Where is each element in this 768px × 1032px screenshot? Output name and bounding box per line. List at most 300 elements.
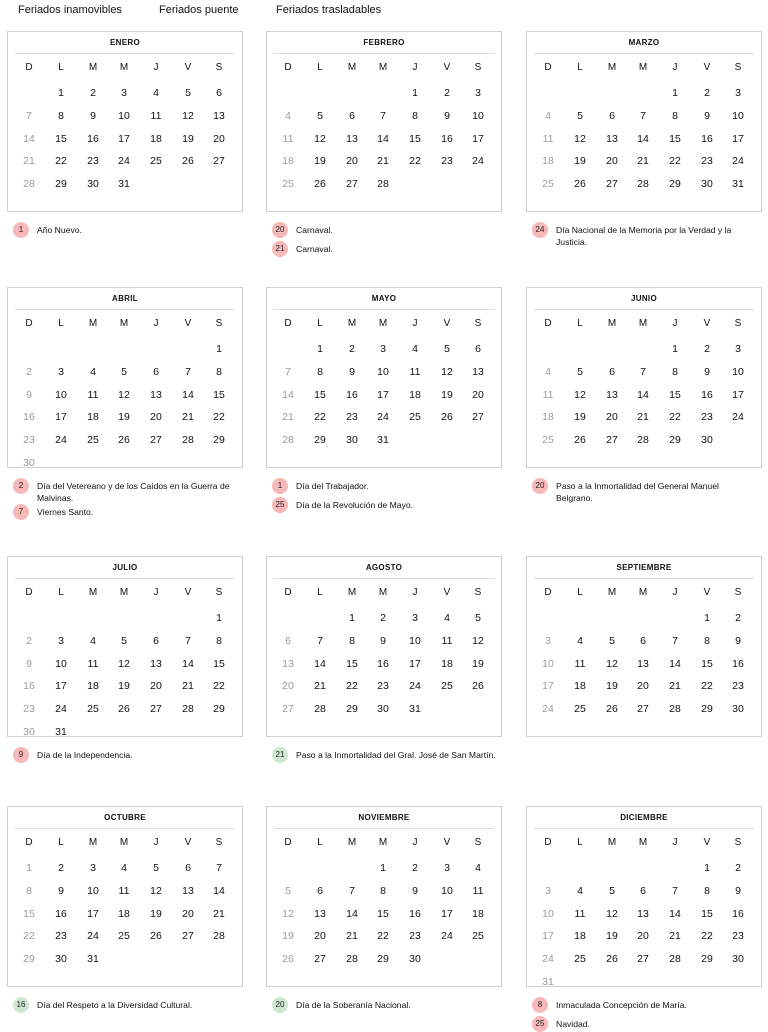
day-cell: 4 <box>475 862 481 874</box>
weekday-header: D <box>25 318 33 329</box>
day-cell: 11 <box>542 133 554 145</box>
weekday-header: L <box>577 587 583 598</box>
holiday-text: Día del Trabajador. <box>296 481 369 491</box>
day-cell: 11 <box>282 133 294 145</box>
day-cell: 19 <box>182 133 194 145</box>
day-cell: 16 <box>732 658 744 670</box>
weekday-header: M <box>88 837 98 848</box>
day-cell: 9 <box>26 389 32 401</box>
day-cell: 2 <box>349 343 355 355</box>
weekday-header: D <box>284 318 292 329</box>
day-cell: 25 <box>282 178 294 190</box>
weekday-header: J <box>153 587 159 598</box>
day-cell: 2 <box>704 343 710 355</box>
day-cell: 17 <box>87 908 99 920</box>
weekday-header: V <box>443 318 451 329</box>
month-title: MAYO <box>274 294 494 310</box>
day-cell: 23 <box>55 930 67 942</box>
holiday-badge: 1 <box>272 478 288 494</box>
day-cell: 10 <box>732 366 744 378</box>
day-cell: 28 <box>669 953 681 965</box>
month-junio <box>526 287 762 468</box>
day-cell: 25 <box>441 680 453 692</box>
day-cell: 15 <box>213 658 225 670</box>
day-cell: 23 <box>732 680 744 692</box>
day-cell: 3 <box>475 87 481 99</box>
day-cell: 25 <box>542 434 554 446</box>
day-cell: 8 <box>349 635 355 647</box>
day-cell: 18 <box>282 155 294 167</box>
day-cell: 14 <box>282 389 294 401</box>
weekday-header: J <box>153 62 159 73</box>
day-cell: 10 <box>472 110 484 122</box>
day-cell: 12 <box>574 389 586 401</box>
day-cell: 21 <box>669 930 681 942</box>
day-cell: 20 <box>150 411 162 423</box>
day-cell: 22 <box>23 930 35 942</box>
day-cell: 30 <box>346 434 358 446</box>
weekday-header: S <box>215 62 223 73</box>
day-cell: 28 <box>314 703 326 715</box>
day-cell: 15 <box>701 658 713 670</box>
weekday-header: V <box>703 318 711 329</box>
day-cell: 9 <box>704 110 710 122</box>
day-cell: 6 <box>475 343 481 355</box>
day-cell: 20 <box>346 155 358 167</box>
day-cell: 27 <box>150 434 162 446</box>
day-cell: 2 <box>58 862 64 874</box>
day-cell: 16 <box>87 133 99 145</box>
day-cell: 19 <box>574 155 586 167</box>
day-cell: 20 <box>213 133 225 145</box>
day-cell: 12 <box>314 133 326 145</box>
weekday-header: M <box>378 318 388 329</box>
day-cell: 26 <box>118 703 130 715</box>
day-cell: 25 <box>574 703 586 715</box>
weekday-header: M <box>347 587 357 598</box>
day-cell: 21 <box>669 680 681 692</box>
day-cell: 23 <box>701 155 713 167</box>
day-cell: 27 <box>606 434 618 446</box>
day-cell: 15 <box>377 908 389 920</box>
day-cell: 1 <box>317 343 323 355</box>
weekday-header: J <box>412 837 418 848</box>
weekday-header: V <box>184 62 192 73</box>
day-cell: 28 <box>637 434 649 446</box>
holiday-badge: 2 <box>13 478 29 494</box>
weekday-header: M <box>638 318 648 329</box>
weekday-header: D <box>25 62 33 73</box>
day-cell: 11 <box>472 885 484 897</box>
day-cell: 16 <box>701 133 713 145</box>
day-cell: 14 <box>23 133 35 145</box>
holiday-badge: 20 <box>272 222 288 238</box>
weekday-header: S <box>474 62 482 73</box>
day-cell: 17 <box>441 908 453 920</box>
weekday-header: J <box>153 837 159 848</box>
weekday-header: S <box>215 587 223 598</box>
day-cell: 10 <box>732 110 744 122</box>
day-cell: 30 <box>701 434 713 446</box>
day-cell: 8 <box>216 366 222 378</box>
day-cell: 11 <box>150 110 162 122</box>
day-cell: 5 <box>609 635 615 647</box>
day-cell: 29 <box>213 434 225 446</box>
day-cell: 29 <box>314 434 326 446</box>
day-cell: 28 <box>282 434 294 446</box>
day-cell: 5 <box>121 366 127 378</box>
day-cell: 20 <box>606 155 618 167</box>
weekday-header: M <box>347 318 357 329</box>
day-cell: 21 <box>346 930 358 942</box>
day-cell: 9 <box>735 635 741 647</box>
month-title: ENERO <box>15 38 235 54</box>
weekday-header: M <box>119 62 129 73</box>
day-cell: 13 <box>637 908 649 920</box>
day-cell: 28 <box>182 703 194 715</box>
day-cell: 31 <box>409 703 421 715</box>
day-cell: 10 <box>55 389 67 401</box>
day-cell: 4 <box>444 612 450 624</box>
day-cell: 13 <box>606 389 618 401</box>
holiday-text: Paso a la Inmortalidad del General Manuel Belgrano. <box>556 481 719 503</box>
day-cell: 1 <box>216 343 222 355</box>
day-cell: 8 <box>216 635 222 647</box>
day-cell: 29 <box>669 434 681 446</box>
weekday-header: M <box>638 587 648 598</box>
day-cell: 19 <box>118 411 130 423</box>
day-cell: 15 <box>669 389 681 401</box>
day-cell: 24 <box>377 411 389 423</box>
day-cell: 8 <box>412 110 418 122</box>
day-cell: 2 <box>444 87 450 99</box>
day-cell: 12 <box>150 885 162 897</box>
day-cell: 15 <box>409 133 421 145</box>
day-cell: 16 <box>55 908 67 920</box>
month-septiembre <box>526 556 762 737</box>
day-cell: 12 <box>118 658 130 670</box>
day-cell: 17 <box>118 133 130 145</box>
day-cell: 5 <box>317 110 323 122</box>
day-cell: 11 <box>409 366 421 378</box>
day-cell: 27 <box>606 178 618 190</box>
day-cell: 2 <box>735 862 741 874</box>
day-cell: 9 <box>444 110 450 122</box>
weekday-header: M <box>88 587 98 598</box>
day-cell: 15 <box>701 908 713 920</box>
holiday-text: Carnaval. <box>296 244 333 254</box>
weekday-header: L <box>317 62 323 73</box>
weekday-header: L <box>58 62 64 73</box>
day-cell: 18 <box>87 411 99 423</box>
day-cell: 13 <box>606 133 618 145</box>
day-cell: 3 <box>121 87 127 99</box>
day-cell: 22 <box>55 155 67 167</box>
month-agosto <box>266 556 502 737</box>
day-cell: 1 <box>349 612 355 624</box>
weekday-header: S <box>474 837 482 848</box>
day-cell: 7 <box>640 366 646 378</box>
day-cell: 27 <box>282 703 294 715</box>
weekday-header: L <box>577 318 583 329</box>
day-cell: 27 <box>637 703 649 715</box>
day-cell: 20 <box>637 680 649 692</box>
day-cell: 31 <box>732 178 744 190</box>
day-cell: 25 <box>87 703 99 715</box>
day-cell: 13 <box>314 908 326 920</box>
day-cell: 30 <box>701 178 713 190</box>
day-cell: 18 <box>87 680 99 692</box>
day-cell: 18 <box>542 411 554 423</box>
day-cell: 9 <box>380 635 386 647</box>
day-cell: 15 <box>669 133 681 145</box>
weekday-header: S <box>474 587 482 598</box>
month-octubre <box>7 806 243 987</box>
weekday-header: L <box>58 837 64 848</box>
day-cell: 8 <box>672 366 678 378</box>
day-cell: 8 <box>317 366 323 378</box>
day-cell: 20 <box>606 411 618 423</box>
month-title: MARZO <box>534 38 754 54</box>
day-cell: 14 <box>182 658 194 670</box>
day-cell: 9 <box>735 885 741 897</box>
day-cell: 22 <box>346 680 358 692</box>
day-cell: 22 <box>377 930 389 942</box>
day-cell: 13 <box>346 133 358 145</box>
day-cell: 14 <box>377 133 389 145</box>
day-cell: 29 <box>346 703 358 715</box>
day-cell: 20 <box>637 930 649 942</box>
day-cell: 14 <box>182 389 194 401</box>
day-cell: 2 <box>26 635 32 647</box>
day-cell: 25 <box>472 930 484 942</box>
month-title: JULIO <box>15 563 235 579</box>
holiday-text: Inmaculada Concepción de María. <box>556 1000 687 1010</box>
weekday-header: D <box>25 837 33 848</box>
day-cell: 30 <box>55 953 67 965</box>
day-cell: 4 <box>121 862 127 874</box>
day-cell: 29 <box>701 953 713 965</box>
day-cell: 24 <box>732 155 744 167</box>
day-cell: 21 <box>23 155 35 167</box>
day-cell: 23 <box>409 930 421 942</box>
day-cell: 27 <box>150 703 162 715</box>
day-cell: 29 <box>55 178 67 190</box>
day-cell: 21 <box>182 411 194 423</box>
day-cell: 26 <box>118 434 130 446</box>
weekday-header: J <box>672 587 678 598</box>
holiday-text: Año Nuevo. <box>37 225 82 235</box>
day-cell: 11 <box>87 389 99 401</box>
day-cell: 8 <box>380 885 386 897</box>
day-cell: 4 <box>412 343 418 355</box>
day-cell: 7 <box>185 635 191 647</box>
holiday-badge: 8 <box>532 997 548 1013</box>
day-cell: 17 <box>542 680 554 692</box>
day-cell: 8 <box>26 885 32 897</box>
weekday-header: V <box>703 587 711 598</box>
weekday-header: J <box>412 62 418 73</box>
day-cell: 22 <box>213 411 225 423</box>
day-cell: 3 <box>545 885 551 897</box>
day-cell: 9 <box>90 110 96 122</box>
day-cell: 30 <box>732 703 744 715</box>
weekday-header: D <box>284 837 292 848</box>
weekday-header: S <box>215 837 223 848</box>
month-noviembre <box>266 806 502 987</box>
day-cell: 23 <box>701 411 713 423</box>
weekday-header: S <box>474 318 482 329</box>
day-cell: 7 <box>640 110 646 122</box>
day-cell: 11 <box>118 885 130 897</box>
day-cell: 17 <box>377 389 389 401</box>
day-cell: 1 <box>672 87 678 99</box>
weekday-header: D <box>544 587 552 598</box>
day-cell: 16 <box>346 389 358 401</box>
weekday-header: V <box>443 62 451 73</box>
month-title: ABRIL <box>15 294 235 310</box>
weekday-header: M <box>638 837 648 848</box>
weekday-header: M <box>638 62 648 73</box>
weekday-header: V <box>703 837 711 848</box>
day-cell: 16 <box>377 658 389 670</box>
day-cell: 9 <box>26 658 32 670</box>
day-cell: 4 <box>90 635 96 647</box>
day-cell: 19 <box>441 389 453 401</box>
weekday-header: D <box>544 837 552 848</box>
day-cell: 23 <box>23 434 35 446</box>
day-cell: 24 <box>87 930 99 942</box>
day-cell: 21 <box>182 680 194 692</box>
day-cell: 12 <box>118 389 130 401</box>
day-cell: 8 <box>672 110 678 122</box>
holiday-badge: 25 <box>532 1016 548 1032</box>
weekday-header: J <box>672 62 678 73</box>
weekday-header: M <box>607 62 617 73</box>
day-cell: 27 <box>213 155 225 167</box>
weekday-header: V <box>703 62 711 73</box>
day-cell: 12 <box>606 908 618 920</box>
holiday-text: Día del Respeto a la Diversidad Cultural. <box>37 1000 193 1010</box>
weekday-header: J <box>672 837 678 848</box>
day-cell: 10 <box>441 885 453 897</box>
day-cell: 16 <box>23 680 35 692</box>
day-cell: 5 <box>577 366 583 378</box>
day-cell: 21 <box>282 411 294 423</box>
day-cell: 9 <box>412 885 418 897</box>
day-cell: 7 <box>185 366 191 378</box>
day-cell: 8 <box>704 885 710 897</box>
day-cell: 7 <box>26 110 32 122</box>
day-cell: 3 <box>735 87 741 99</box>
day-cell: 17 <box>732 389 744 401</box>
day-cell: 3 <box>444 862 450 874</box>
weekday-header: M <box>119 837 129 848</box>
day-cell: 18 <box>542 155 554 167</box>
day-cell: 25 <box>150 155 162 167</box>
day-cell: 7 <box>285 366 291 378</box>
holiday-text: Día del Vetereano y de los Caídos en la Guerra de Malvinas. <box>37 481 230 503</box>
weekday-header: M <box>378 587 388 598</box>
day-cell: 29 <box>669 178 681 190</box>
day-cell: 20 <box>150 680 162 692</box>
day-cell: 19 <box>314 155 326 167</box>
day-cell: 3 <box>412 612 418 624</box>
day-cell: 30 <box>409 953 421 965</box>
weekday-header: M <box>607 837 617 848</box>
weekday-header: V <box>184 587 192 598</box>
day-cell: 14 <box>346 908 358 920</box>
weekday-header: M <box>347 837 357 848</box>
day-cell: 21 <box>314 680 326 692</box>
day-cell: 26 <box>606 953 618 965</box>
day-cell: 24 <box>409 680 421 692</box>
day-cell: 26 <box>441 411 453 423</box>
day-cell: 5 <box>153 862 159 874</box>
day-cell: 20 <box>472 389 484 401</box>
day-cell: 27 <box>637 953 649 965</box>
day-cell: 2 <box>380 612 386 624</box>
day-cell: 3 <box>90 862 96 874</box>
month-title: OCTUBRE <box>15 813 235 829</box>
day-cell: 23 <box>87 155 99 167</box>
holiday-badge: 9 <box>13 747 29 763</box>
day-cell: 10 <box>118 110 130 122</box>
day-cell: 1 <box>380 862 386 874</box>
weekday-header: M <box>119 318 129 329</box>
day-cell: 10 <box>87 885 99 897</box>
holiday-text: Día de la Soberanía Nacional. <box>296 1000 411 1010</box>
weekday-header: S <box>734 837 742 848</box>
day-cell: 17 <box>542 930 554 942</box>
day-cell: 4 <box>153 87 159 99</box>
day-cell: 26 <box>606 703 618 715</box>
day-cell: 19 <box>282 930 294 942</box>
day-cell: 12 <box>574 133 586 145</box>
weekday-header: S <box>734 318 742 329</box>
day-cell: 22 <box>669 155 681 167</box>
day-cell: 15 <box>346 658 358 670</box>
day-cell: 9 <box>58 885 64 897</box>
day-cell: 5 <box>609 885 615 897</box>
day-cell: 9 <box>349 366 355 378</box>
day-cell: 15 <box>213 389 225 401</box>
day-cell: 10 <box>542 658 554 670</box>
day-cell: 19 <box>606 680 618 692</box>
weekday-header: L <box>58 587 64 598</box>
month-abril <box>7 287 243 468</box>
day-cell: 4 <box>545 110 551 122</box>
holiday-badge: 21 <box>272 747 288 763</box>
day-cell: 16 <box>23 411 35 423</box>
day-cell: 20 <box>314 930 326 942</box>
day-cell: 16 <box>701 389 713 401</box>
month-febrero <box>266 31 502 212</box>
day-cell: 23 <box>377 680 389 692</box>
day-cell: 28 <box>669 703 681 715</box>
holiday-text: Paso a la Inmortalidad del Gral. José de San Martín. <box>296 750 496 760</box>
month-title: NOVIEMBRE <box>274 813 494 829</box>
day-cell: 27 <box>182 930 194 942</box>
weekday-header: M <box>607 318 617 329</box>
day-cell: 20 <box>282 680 294 692</box>
day-cell: 30 <box>23 457 35 469</box>
day-cell: 17 <box>55 680 67 692</box>
month-mayo <box>266 287 502 468</box>
day-cell: 16 <box>441 133 453 145</box>
day-cell: 25 <box>87 434 99 446</box>
day-cell: 7 <box>672 885 678 897</box>
